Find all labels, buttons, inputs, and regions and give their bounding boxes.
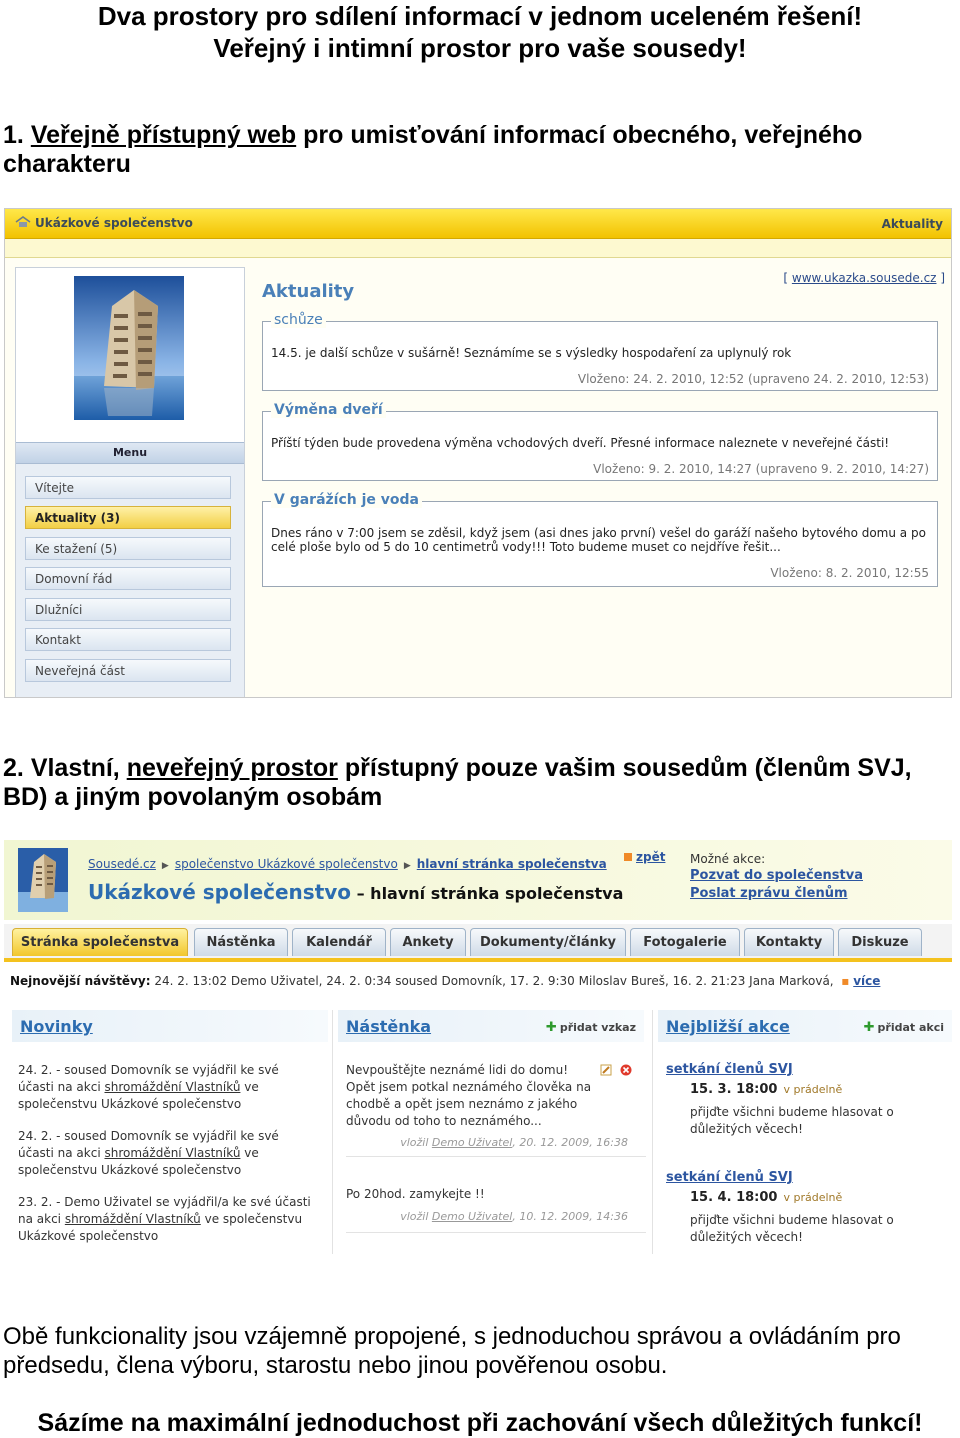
news-post	[262, 312, 938, 391]
event-title[interactable]: setkání členů SVJ	[666, 1170, 793, 1185]
public-web-sidebar	[15, 267, 245, 698]
event-place: v prádelně	[783, 1191, 843, 1204]
back-icon	[624, 853, 632, 861]
news-post-meta: Vloženo: 8. 2. 2010, 12:55	[770, 566, 929, 580]
news-item-link[interactable]: shromáždění Vlastníků	[64, 1212, 201, 1226]
menu-item-neverejna-cast[interactable]: Neveřejná část	[25, 659, 231, 682]
menu-item-dluznici[interactable]: Dlužníci	[25, 598, 231, 621]
actions-label: Možné akce:	[690, 852, 766, 866]
public-web-content	[260, 267, 950, 697]
tab-diskuze[interactable]: Diskuze	[838, 928, 922, 956]
tab-kontakty[interactable]: Kontakty	[744, 928, 834, 956]
menu-list	[16, 464, 244, 698]
back-link[interactable]	[624, 850, 665, 864]
board-separator	[346, 1156, 646, 1157]
tab-fotogalerie[interactable]: Fotogalerie	[630, 928, 740, 956]
news-post	[262, 402, 938, 481]
menu-item-ke-stazeni[interactable]: Ke stažení (5)	[25, 537, 231, 560]
event-date-value: 15. 3. 18:00	[690, 1082, 778, 1097]
news-post-title: V garážích je voda	[271, 492, 422, 508]
tab-stranka-spolecenstva[interactable]: Stránka společenstva	[12, 928, 188, 956]
event-text: přijďte všichni budeme hlasovat o důležitých věcech!	[690, 1105, 894, 1136]
community-subtitle: – hlavní stránka společenstva	[351, 884, 624, 903]
add-message-label: přidat vzkaz	[559, 1021, 636, 1034]
recent-visits-more[interactable]: více	[853, 974, 881, 988]
edit-icon[interactable]	[600, 1064, 612, 1076]
news-item-text: ve společenstvu Ukázkové společenstvo	[18, 1212, 303, 1243]
recent-visits-list: 24. 2. 13:02 Demo Uživatel, 24. 2. 0:34 soused Domovník, 17. 2. 9:30 Miloslav Bureš, 16. 2. 21:23 Jana Marková,	[150, 974, 834, 988]
plus-icon: ✚	[863, 1020, 875, 1035]
menu-item-vitejte[interactable]: Vítejte	[25, 476, 231, 499]
private-header	[4, 840, 952, 920]
column-divider	[652, 1010, 653, 1254]
add-event-button[interactable]	[864, 1020, 944, 1035]
news-item	[18, 1128, 318, 1179]
news-post-text: Příští týden bude provedena výměna vchodových dveří. Přesné informace naleznete v neveřejné části!	[271, 436, 890, 450]
news-column-header	[12, 1010, 328, 1042]
header-line-2: Veřejný i intimní prostor pro vaše sousedy!	[213, 33, 747, 63]
board-column-title[interactable]: Nástěnka	[346, 1017, 432, 1036]
public-web-topbar	[5, 209, 951, 239]
invite-link[interactable]: Pozvat do společenstva	[690, 868, 863, 883]
plus-icon: ✚	[545, 1020, 557, 1035]
board-column-header	[338, 1010, 644, 1042]
board-meta-date: , 10. 12. 2009, 14:36	[512, 1210, 628, 1223]
column-divider	[332, 1010, 333, 1254]
news-column	[12, 1010, 328, 1254]
board-separator	[346, 1232, 646, 1233]
closing-statement: Sázíme na maximální jednoduchost při zachování všech důležitých funkcí!	[37, 1409, 923, 1437]
news-item-text: 23. 2. - Demo Uživatel se vyjádřil/a ke své účasti na akci	[18, 1195, 311, 1226]
private-space-screenshot	[4, 840, 952, 1254]
community-title	[88, 880, 623, 904]
news-item-link[interactable]: shromáždění Vlastníků	[104, 1146, 241, 1160]
more-icon: ▪	[841, 974, 850, 988]
board-item-text: Nevpouštějte neznámé lidi do domu! Opět jsem potkal neznámého člověka na chodbě a opět jsem neznámo z jakého důvodu od toho to neznámého...	[346, 1063, 592, 1128]
news-item-link[interactable]: shromáždění Vlastníků	[104, 1080, 241, 1094]
section2-link[interactable]: neveřejný prostor	[126, 754, 338, 782]
board-meta-date: , 20. 12. 2009, 16:38	[512, 1136, 628, 1149]
public-web-subbar	[5, 239, 951, 285]
community-name: Ukázkové společenstvo	[88, 880, 352, 904]
summary-paragraph: Obě funkcionality jsou vzájemně propojené, s jednoduchou správou a ovládáním pro předsedu, člena výboru, starostu nebo jinou pověřenou osobu.	[3, 1323, 901, 1379]
event-date	[690, 1082, 842, 1097]
event-date	[690, 1190, 842, 1205]
board-meta-prefix: vložil	[400, 1210, 432, 1223]
events-column-header	[658, 1010, 952, 1042]
event-date-value: 15. 4. 18:00	[690, 1190, 778, 1205]
section2-number: 2.	[3, 754, 24, 782]
tab-bar	[4, 924, 952, 962]
tab-kalendar[interactable]: Kalendář	[292, 928, 386, 956]
board-item-text: Po 20hod. zamykejte !!	[346, 1187, 485, 1201]
event-place: v prádelně	[783, 1083, 843, 1096]
menu-item-kontakt[interactable]: Kontakt	[25, 628, 231, 651]
header-line-1: Dva prostory pro sdílení informací v jednom uceleném řešení!	[97, 1, 863, 31]
news-item	[18, 1062, 318, 1113]
news-post	[262, 492, 938, 587]
board-meta-prefix: vložil	[400, 1136, 432, 1149]
recent-visits-label: Nejnovější návštěvy:	[10, 974, 151, 988]
news-column-title[interactable]: Novinky	[20, 1017, 93, 1036]
menu-header: Menu	[16, 442, 244, 464]
event-title[interactable]: setkání členů SVJ	[666, 1062, 793, 1077]
add-message-button[interactable]	[546, 1020, 636, 1035]
public-web-brand[interactable]	[15, 216, 193, 230]
url-link[interactable]: www.ukazka.sousede.cz	[791, 271, 937, 285]
tab-dokumenty[interactable]: Dokumenty/články	[470, 928, 626, 956]
back-label: zpět	[636, 850, 666, 864]
section1-heading	[3, 121, 953, 179]
breadcrumb-arrow-icon: ▶	[161, 861, 169, 871]
news-post-meta: Vloženo: 9. 2. 2010, 14:27 (upraveno 9. 2. 2010, 14:27)	[593, 462, 929, 476]
tab-nastenka[interactable]: Nástěnka	[194, 928, 288, 956]
breadcrumb-item[interactable]: společenstvo Ukázkové společenstvo	[174, 857, 398, 871]
recent-visits	[10, 974, 880, 988]
news-item-text: ve společenstvu Ukázkové společenstvo	[18, 1080, 259, 1111]
breadcrumb-arrow-icon: ▶	[403, 861, 411, 871]
breadcrumb-item[interactable]: Sousedé.cz	[88, 857, 156, 871]
section1-number: 1.	[3, 121, 24, 149]
tab-ankety[interactable]: Ankety	[390, 928, 466, 956]
board-item-meta	[400, 1210, 628, 1223]
menu-item-aktuality[interactable]: Aktuality (3)	[25, 506, 231, 529]
breadcrumb-item[interactable]: hlavní stránka společenstva	[416, 857, 607, 871]
section2-rest: přístupný pouze vašim sousedům (členům SVJ, BD) a jiným povolaným osobám	[3, 754, 912, 811]
public-web-screenshot	[4, 208, 952, 698]
news-post-title: Výměna dveří	[271, 402, 386, 418]
section2-heading	[3, 754, 953, 812]
public-web-brand-label: Ukázkové společenstvo	[35, 216, 193, 230]
news-post-meta: Vloženo: 24. 2. 2010, 12:52 (upraveno 24. 2. 2010, 12:53)	[577, 372, 929, 386]
delete-icon[interactable]	[620, 1064, 632, 1076]
news-item-text: ve společenstvu Ukázkové společenstvo	[18, 1146, 259, 1177]
event-text: přijďte všichni budeme hlasovat o důležitých věcech!	[690, 1213, 894, 1244]
news-post-text: Dnes ráno v 7:00 jsem se zděsil, když jsem (asi dnes jako první) vešel do garáží našeho bytového domu a po celé ploše bylo od 5 do 10 centimetrů vody!!! Toto budeme muset co nejdříve řešit...	[271, 526, 926, 554]
board-meta-user[interactable]: Demo Uživatel	[431, 1136, 513, 1149]
section2-pre: Vlastní,	[30, 754, 127, 782]
public-web-section-label: Aktuality	[881, 217, 943, 231]
url-bracket-close: ]	[940, 271, 945, 285]
page-title: Aktuality	[262, 281, 355, 302]
news-item-text: 24. 2. - soused Domovník se vyjádřil ke své účasti na akci	[18, 1063, 279, 1094]
breadcrumb	[88, 857, 607, 871]
news-item-text: 24. 2. - soused Domovník se vyjádřil ke své účasti na akci	[18, 1129, 279, 1160]
news-post-title: schůze	[271, 312, 326, 328]
news-item	[18, 1194, 318, 1245]
section1-link[interactable]: Veřejně přístupný web	[30, 121, 297, 149]
add-event-label: přidat akci	[877, 1021, 944, 1034]
menu-item-domovni-rad[interactable]: Domovní řád	[25, 567, 231, 590]
section1-rest: pro umisťování informací obecného, veřejného charakteru	[3, 121, 863, 178]
events-column	[658, 1010, 952, 1254]
board-meta-user[interactable]: Demo Uživatel	[431, 1210, 513, 1223]
events-column-title[interactable]: Nejbližší akce	[666, 1017, 790, 1036]
board-column	[338, 1010, 644, 1254]
community-logo	[18, 848, 68, 912]
message-members-link[interactable]: Poslat zprávu členům	[690, 886, 848, 901]
house-icon	[15, 216, 31, 228]
board-item-meta	[400, 1136, 628, 1149]
url-bracket-open: [	[783, 271, 789, 285]
news-post-text: 14.5. je další schůze v sušárně! Seznámíme se s výsledky hospodaření za uplynulý rok	[271, 346, 792, 360]
building-photo	[74, 276, 184, 420]
